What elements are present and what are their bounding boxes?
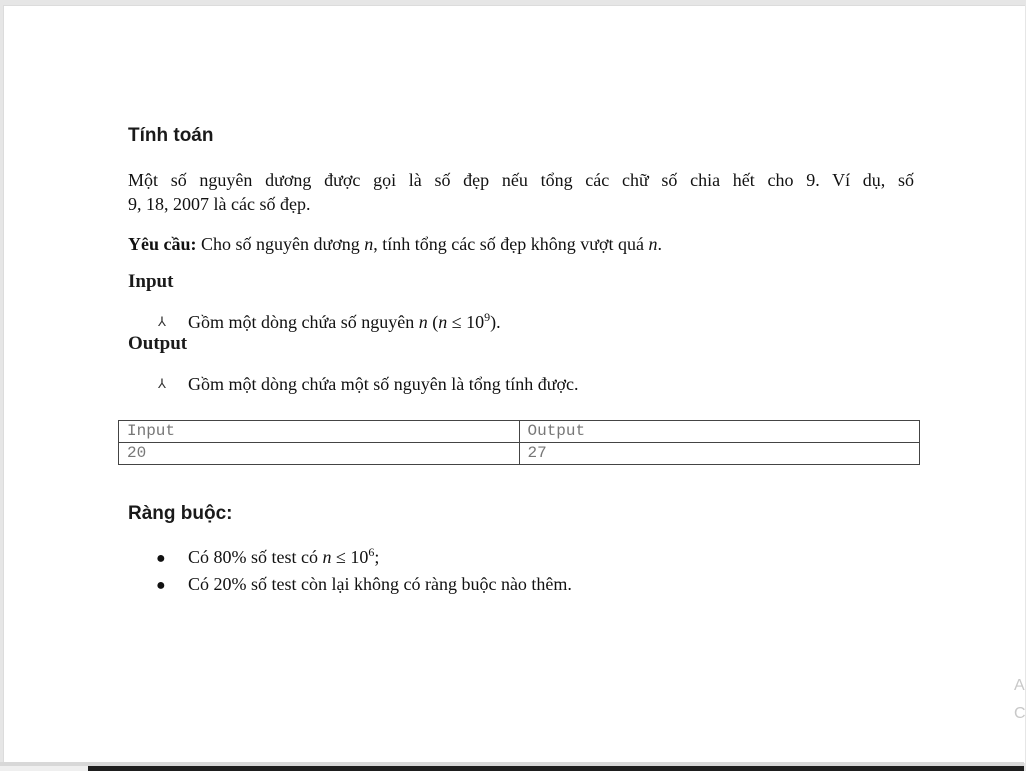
problem-title: Tính toán (128, 125, 214, 146)
requirement-paragraph (128, 232, 662, 256)
table-cell-input: 20 (119, 443, 520, 465)
intro-paragraph-line2: 9, 18, 2007 là các số đẹp. (128, 194, 311, 214)
constraints-heading: Ràng buộc: (128, 503, 233, 524)
sample-io-table (118, 420, 920, 465)
constraint-item (156, 545, 379, 571)
constraint-var-n: n (322, 547, 332, 567)
table-header-output: Output (519, 421, 920, 443)
constraint-text: Có 80% số test có (188, 547, 323, 567)
input-var-n: n (418, 312, 428, 332)
output-bullet-item (158, 372, 579, 396)
taskbar (88, 766, 1024, 771)
requirement-var-n2: n (648, 234, 658, 254)
bullet-dot-icon: ● (156, 577, 166, 594)
tent-triangle-icon: ⅄ (158, 376, 166, 391)
input-relation: ≤ 10 (447, 312, 485, 332)
input-paren-close: ). (490, 312, 501, 332)
constraint-exponent: 6 (368, 545, 375, 559)
table-header-input: Input (119, 421, 520, 443)
requirement-var-n: n (364, 234, 374, 254)
requirement-label: Yêu cầu: (128, 234, 197, 254)
tent-triangle-icon: ⅄ (158, 314, 166, 329)
intro-paragraph-line1: Một số nguyên dương được gọi là số đẹp nếu tổng các chữ số chia hết cho 9. Ví dụ, số (128, 170, 914, 190)
taskbar-left-area (0, 766, 88, 771)
edge-fragment-line2: C (1014, 705, 1026, 722)
table-cell-output: 27 (519, 443, 920, 465)
requirement-text-end: . (657, 234, 663, 254)
input-exponent: 9 (484, 310, 491, 324)
input-bullet-item (158, 310, 501, 334)
requirement-text-before: Cho số nguyên dương (196, 234, 365, 254)
requirement-text-mid: , tính tổng các số đẹp không vượt quá (373, 234, 649, 254)
edge-text-fragment (1014, 672, 1026, 728)
constraint-text-end: ; (374, 547, 380, 567)
input-var-n2: n (438, 312, 448, 332)
output-bullet-text: Gồm một dòng chứa một số nguyên là tổng tính được. (188, 374, 579, 394)
output-heading: Output (128, 333, 188, 354)
constraint-relation: ≤ 10 (331, 547, 369, 567)
bullet-dot-icon: ● (156, 550, 166, 567)
table-row (119, 443, 920, 465)
document-page (3, 5, 1025, 763)
constraint-item (156, 572, 572, 598)
input-paren-open: ( (427, 312, 439, 332)
input-bullet-text: Gồm một dòng chứa số nguyên (188, 312, 419, 332)
constraint-text: Có 20% số test còn lại không có ràng buộc nào thêm. (188, 574, 572, 594)
input-heading: Input (128, 271, 174, 292)
edge-fragment-line1: A (1014, 677, 1025, 694)
table-header-row (119, 421, 920, 443)
